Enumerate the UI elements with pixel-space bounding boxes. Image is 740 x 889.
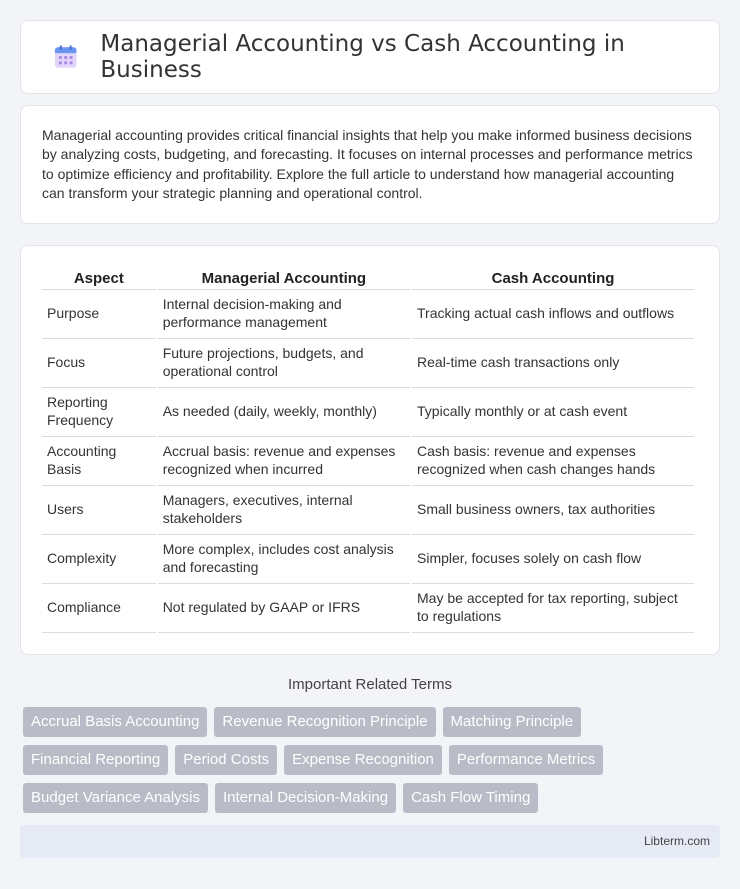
header-aspect: Aspect [42, 268, 156, 290]
cell-cash: Real-time cash transactions only [412, 339, 694, 388]
cell-cash: May be accepted for tax reporting, subject to regulations [412, 584, 694, 633]
cell-aspect: Accounting Basis [42, 437, 156, 486]
page-title: Managerial Accounting vs Cash Accounting in Business [100, 31, 625, 83]
cell-managerial: As needed (daily, weekly, monthly) [158, 388, 410, 437]
cell-cash: Small business owners, tax authorities [412, 486, 694, 535]
cell-cash: Cash basis: revenue and expenses recognized when cash changes hands [412, 437, 694, 486]
footer-brand-link[interactable]: Libterm.com [643, 834, 710, 848]
tag-cash-flow-timing[interactable]: Cash Flow Timing [403, 783, 538, 813]
cell-managerial: Accrual basis: revenue and expenses recognized when incurred [158, 437, 410, 486]
comparison-table [40, 268, 696, 633]
table-row [42, 290, 694, 339]
cell-aspect: Compliance [42, 584, 156, 633]
comparison-table-card [20, 245, 720, 655]
cell-cash: Tracking actual cash inflows and outflows [412, 290, 694, 339]
intro-card [20, 105, 720, 224]
tag-financial-reporting[interactable]: Financial Reporting [23, 745, 168, 775]
tag-internal-decision-making[interactable]: Internal Decision-Making [215, 783, 396, 813]
tag-matching-principle[interactable]: Matching Principle [443, 707, 582, 737]
tag-revenue-recognition-principle[interactable]: Revenue Recognition Principle [214, 707, 435, 737]
cell-aspect: Reporting Frequency [42, 388, 156, 437]
tag-performance-metrics[interactable]: Performance Metrics [449, 745, 603, 775]
cell-cash: Simpler, focuses solely on cash flow [412, 535, 694, 584]
footer [20, 825, 720, 858]
tag-period-costs[interactable]: Period Costs [175, 745, 277, 775]
cell-managerial: Internal decision-making and performance management [158, 290, 410, 339]
cell-managerial: Future projections, budgets, and operational control [158, 339, 410, 388]
cell-aspect: Purpose [42, 290, 156, 339]
table-row [42, 535, 694, 584]
table-header-row [42, 268, 694, 290]
cell-aspect: Users [42, 486, 156, 535]
cell-cash: Typically monthly or at cash event [412, 388, 694, 437]
table-row [42, 437, 694, 486]
table-row [42, 388, 694, 437]
table-row [42, 486, 694, 535]
table-row [42, 339, 694, 388]
intro-text: Managerial accounting provides critical financial insights that help you make informed business decisions by analyzing costs, budgeting, and forecasting. It focuses on internal processes and performance metrics to optimize efficiency and profitability. Explore the full article to understand how managerial accounting can transform your strategic planning and operational control. [42, 127, 693, 202]
tag-accrual-basis-accounting[interactable]: Accrual Basis Accounting [23, 707, 207, 737]
related-terms-title: Important Related Terms [288, 676, 452, 693]
cell-aspect: Complexity [42, 535, 156, 584]
tag-expense-recognition[interactable]: Expense Recognition [284, 745, 442, 775]
related-terms-list [23, 707, 723, 813]
cell-aspect: Focus [42, 339, 156, 388]
calendar-icon [53, 44, 78, 70]
cell-managerial: Not regulated by GAAP or IFRS [158, 584, 410, 633]
header-card [20, 20, 720, 94]
cell-managerial: Managers, executives, internal stakeholders [158, 486, 410, 535]
table-row [42, 584, 694, 633]
header-managerial: Managerial Accounting [158, 268, 410, 290]
cell-managerial: More complex, includes cost analysis and forecasting [158, 535, 410, 584]
header-cash: Cash Accounting [412, 268, 694, 290]
tag-budget-variance-analysis[interactable]: Budget Variance Analysis [23, 783, 208, 813]
